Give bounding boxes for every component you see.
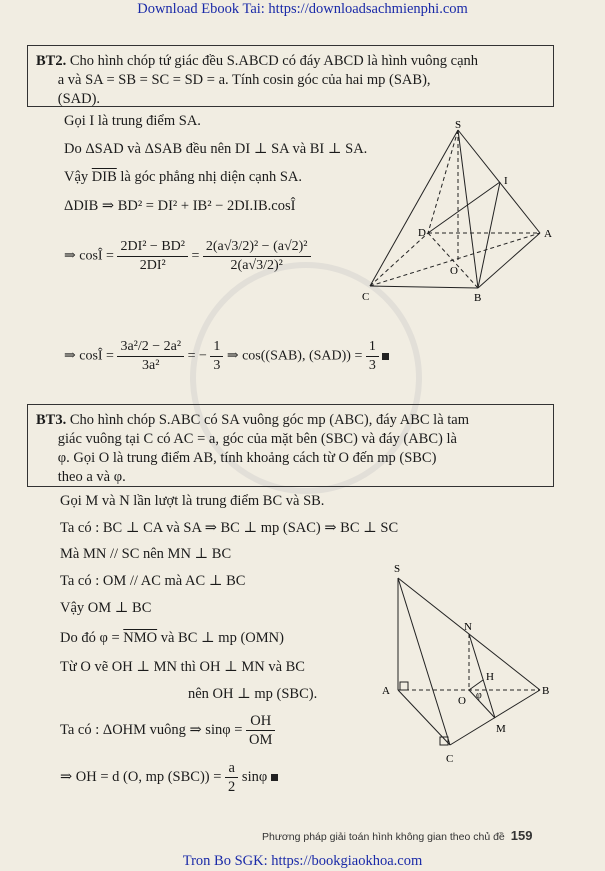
bt2-angle-dib: $\overline{DIB}$ <box>91 169 117 185</box>
bt2-label-i: I <box>504 175 508 187</box>
bt2-problem-box <box>27 45 554 107</box>
bt2-f1-frac <box>117 238 188 275</box>
bt3-line4: Ta có : OM // AC mà AC ⊥ BC <box>60 573 246 589</box>
bt3-line2: Ta có : BC ⊥ CA và SA ⇒ BC ⊥ mp (SAC) ⇒ BC ⊥ SC <box>60 520 399 536</box>
bt2-f1-eq: = <box>191 248 200 264</box>
bt2-problem-line1: Cho hình chóp tứ giác đều S.ABCD có đáy ABCD là hình vuông cạnh <box>69 53 479 69</box>
bt2-f2-frac3 <box>366 338 379 375</box>
bt2-f2-three: 3 <box>213 358 221 373</box>
bookgiaokhoa-link[interactable]: Tron Bo SGK: https://bookgiaokhoa.com <box>182 853 423 869</box>
bt2-f2-eq: = − <box>187 348 207 364</box>
bt3-f2-num: a <box>225 759 238 778</box>
bt2-f2-pre: ⇒ cosÎ = <box>64 348 114 364</box>
bt3-problem-line1: Cho hình chóp S.ABC có SA vuông góc mp (ABC), đáy ABC là tam <box>69 412 469 428</box>
bt3-label-h: H <box>486 671 494 683</box>
bt3-line6-c: và BC ⊥ mp (OMN) <box>160 630 284 646</box>
bt2-line4: ΔDIB ⇒ BD² = DI² + IB² − 2DI.IB.cosÎ <box>64 198 296 214</box>
bt2-line3-a: Vậy <box>64 169 89 185</box>
bt3-problem-box <box>27 404 554 487</box>
bt2-formula1 <box>64 238 311 275</box>
bt2-pyramid-figure <box>360 118 560 308</box>
bt3-problem-line2: giác vuông tại C có AC = a, góc của mặt bên (SBC) và đáy (ABC) là <box>57 431 457 447</box>
bt3-formula1 <box>60 712 275 749</box>
bt3-pyramid-figure <box>380 560 560 770</box>
bt3-problem-line4: theo a và φ. <box>57 469 126 485</box>
bt2-f1-num: 2DI² − BD² <box>117 238 188 257</box>
bt2-f1-frac2 <box>203 238 311 275</box>
bt2-label-s: S <box>455 119 462 131</box>
bt2-label-a: A <box>544 228 552 240</box>
bt2-label-d: D <box>418 227 426 239</box>
bt3-f1-frac <box>246 712 275 749</box>
bt2-f2-frac <box>117 338 184 375</box>
bt3-line6-a: Do đó φ = <box>60 630 120 646</box>
bt2-formula2 <box>64 338 389 375</box>
bt3-label-o: O <box>458 695 466 707</box>
bt2-f1-den: 2DI² <box>139 258 166 273</box>
page-footer <box>262 828 532 843</box>
bt2-label-c: C <box>362 291 370 303</box>
bt3-f1-den: OM <box>249 732 273 748</box>
bt2-f2-frac2 <box>210 338 223 375</box>
bt2-problem-line2: a và SA = SB = SC = SD = a. Tính cosin góc của hai mp (SAB), <box>57 72 431 88</box>
bt3-label-phi: φ <box>476 690 482 701</box>
bt2-f1-num2: 2(a√3/2)² − (a√2)² <box>203 238 311 257</box>
bt2-label-b: B <box>474 292 482 304</box>
bt3-line1: Gọi M và N lần lượt là trung điểm BC và SB. <box>60 493 325 509</box>
download-link[interactable]: Download Ebook Tai: https://downloadsachmienphi.com <box>137 1 468 17</box>
bt2-f2-one: 1 <box>210 338 223 357</box>
bt2-line2: Do ΔSAD và ΔSAB đều nên DI ⊥ SA và BI ⊥ SA. <box>64 141 368 157</box>
bt2-f2-num: 3a²/2 − 2a² <box>117 338 184 357</box>
bt3-f2-den: 2 <box>228 779 236 795</box>
bt3-line8: nên OH ⊥ mp (SBC). <box>188 686 318 702</box>
bt3-formula2 <box>60 759 278 796</box>
bt3-label-m: M <box>496 723 506 735</box>
bt3-f2-pre: ⇒ OH = d (O, mp (SBC)) = <box>60 768 222 785</box>
bt2-f2-mid: ⇒ cos((SAB), (SAD)) = <box>226 348 363 364</box>
bt2-line3 <box>64 168 302 186</box>
bt3-label-b: B <box>542 685 550 697</box>
end-of-proof-icon <box>382 353 389 360</box>
bt3-label-n: N <box>464 621 472 633</box>
bt2-label: BT2. <box>36 53 67 69</box>
bt3-line5: Vậy OM ⊥ BC <box>60 600 152 616</box>
bt3-line6 <box>60 629 284 647</box>
bt3-label: BT3. <box>36 412 67 428</box>
bt2-f2-three-b: 3 <box>368 358 376 373</box>
bt3-f2-post: sinφ <box>241 768 268 785</box>
bt3-f1-num: OH <box>246 712 275 731</box>
bt2-f1-den2: 2(a√3/2)² <box>230 258 283 273</box>
bt2-line3-c: là góc phẳng nhị diện cạnh SA. <box>120 169 303 185</box>
bt2-line1: Gọi I là trung điểm SA. <box>64 113 201 129</box>
bt3-label-c: C <box>446 753 454 765</box>
bt2-f1-pre: ⇒ cosÎ = <box>64 248 114 264</box>
bt3-line7: Từ O vẽ OH ⊥ MN thì OH ⊥ MN và BC <box>60 659 305 675</box>
bt3-line3: Mà MN // SC nên MN ⊥ BC <box>60 546 232 562</box>
bt3-f2-frac <box>225 759 238 796</box>
bt2-problem-line3: (SAD). <box>57 91 101 107</box>
bt3-label-s: S <box>394 563 401 575</box>
page-number: 159 <box>510 828 533 843</box>
bt3-label-a: A <box>382 685 390 697</box>
bt2-f2-den: 3a² <box>142 358 160 373</box>
bt3-angle-nmo: $\overline{NMO}$ <box>123 630 158 646</box>
footer-text: Phương pháp giải toán hình không gian theo chủ đề <box>262 831 505 843</box>
end-of-proof-icon <box>271 774 278 781</box>
bt3-f1-pre: Ta có : ΔOHM vuông ⇒ sinφ = <box>60 721 243 738</box>
bt3-problem-line3: φ. Gọi O là trung điểm AB, tính khoảng cách từ O đến mp (SBC) <box>57 450 437 466</box>
bt2-f2-one-b: 1 <box>366 338 379 357</box>
bt2-label-o: O <box>450 265 458 277</box>
